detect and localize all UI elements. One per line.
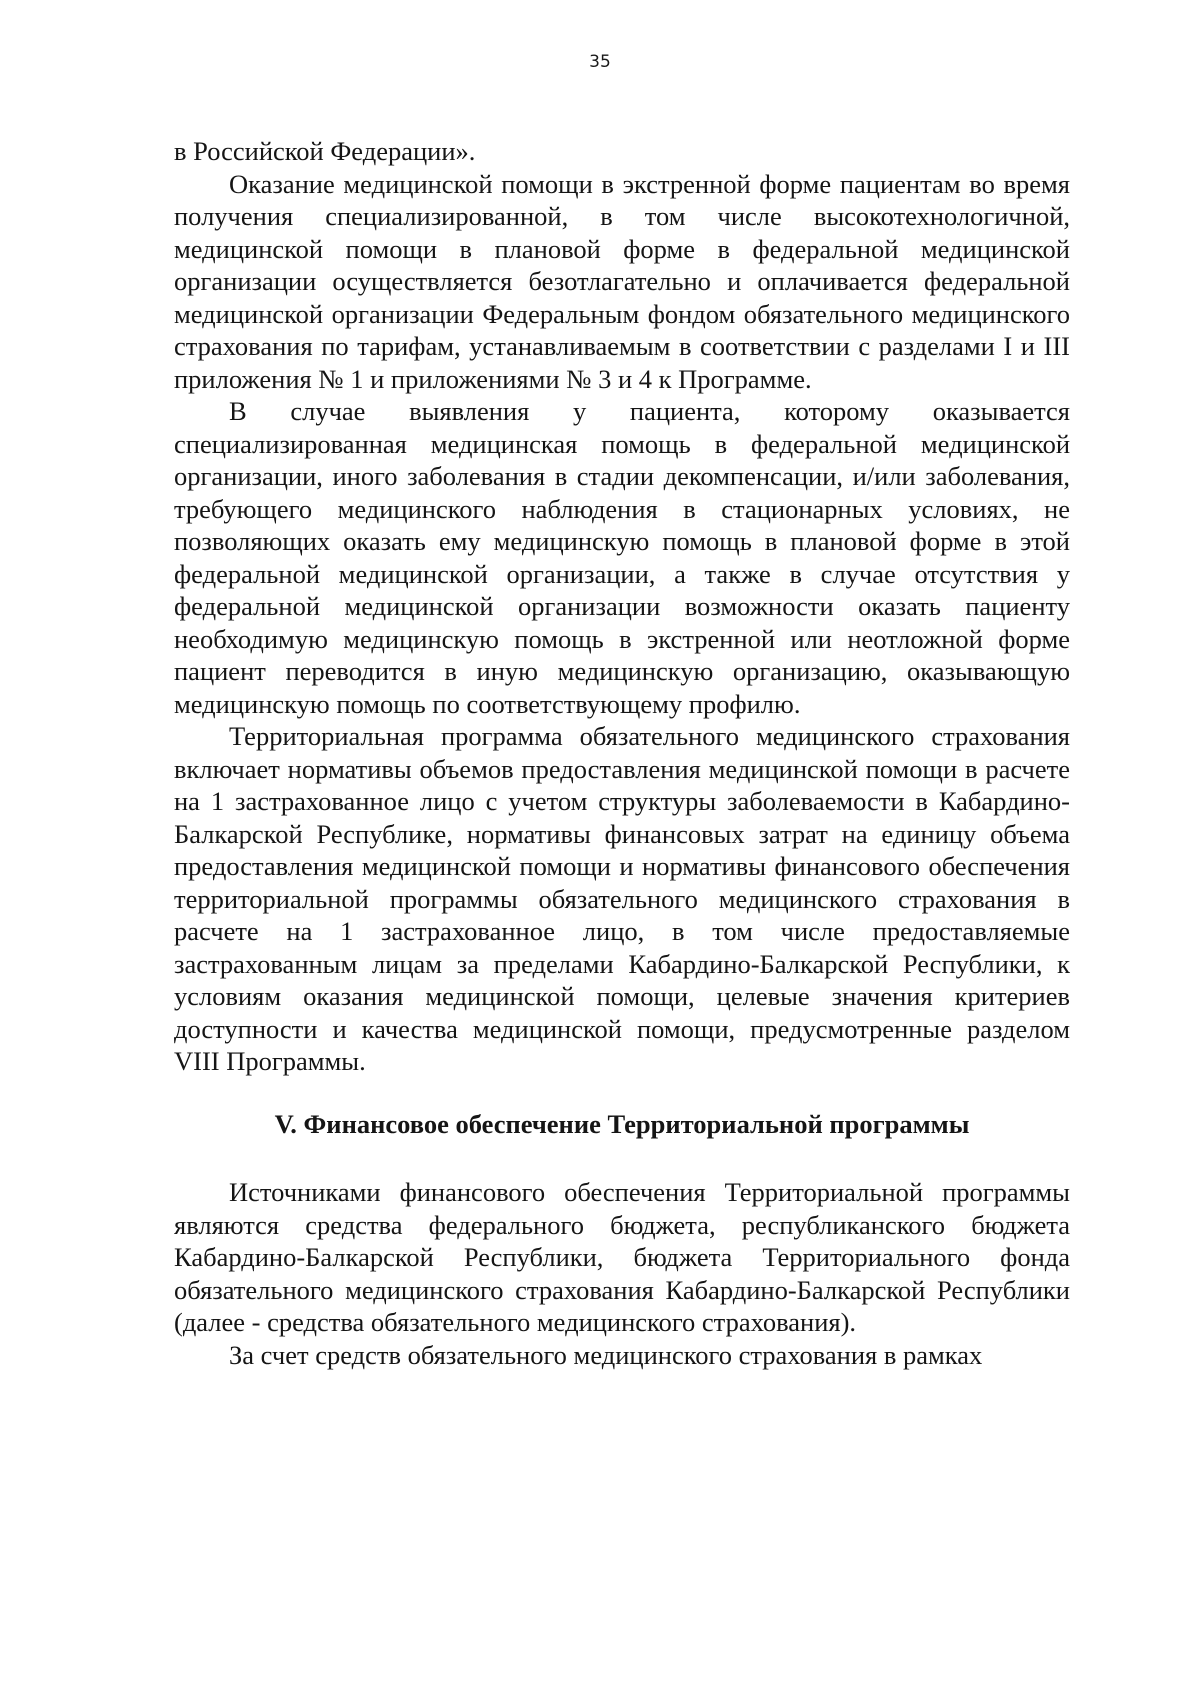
paragraph-continuation: в Российской Федерации». [174, 136, 476, 166]
paragraph-oms-funding: За счет средств обязательного медицинского страхования в рамках [229, 1339, 983, 1370]
paragraph-emergency-care: Оказание медицинской помощи в экстренной форме пациентам во время получения специализированной, в том числе высокотехнологичной, медицинской помощи в плановой форме в федеральной медицинской организации осуществляется безотлагательно и оплачивается федеральной медицинской организации Федеральным фондом обязательного медицинского страхования по тарифам, устанавливаемым в соответствии с разделами I и III приложения № 1 и приложениями № 3 и 4 к Программе. [174, 168, 1070, 394]
paragraph-territorial-program: Территориальная программа обязательного медицинского страхования включает нормативы объемов предоставления медицинской помощи в расчете на 1 застрахованное лицо с учетом структуры заболеваемости в Кабардино-Балкарской Республике, нормативы финансовых затрат на единицу объема предоставления медицинской помощи и нормативы финансового обеспечения территориальной программы обязательного медицинского страхования в расчете на 1 застрахованное лицо, в том числе предоставляемые застрахованным лицам за пределами Кабардино-Балкарской Республики, к условиям оказания медицинской помощи, целевые значения критериев доступности и качества медицинской помощи, предусмотренные разделом VIII Программы. [174, 721, 1070, 1076]
paragraph-funding-sources: Источниками финансового обеспечения Территориальной программы являются средства федерального бюджета, республиканского бюджета Кабардино-Балкарской Республики, бюджета Территориального фонда обязательного медицинского страхования Кабардино-Балкарской Республики (далее - средства обязательного медицинского страхования). [174, 1177, 1070, 1337]
paragraph-patient-transfer: В случае выявления у пациента, которому оказывается специализированная медицинская помощь в федеральной медицинской организации, иного заболевания в стадии декомпенсации, и/или заболевания, требующего медицинского наблюдения в стационарных условиях, не позволяющих оказать ему медицинскую помощь в плановой форме в этой федеральной медицинской организации, а также в случае отсутствия у федеральной медицинской организации возможности оказать пациенту необходимую медицинскую помощь в экстренной или неотложной форме пациент переводится в иную медицинскую организацию, оказывающую медицинскую помощь по соответствующему профилю. [174, 396, 1070, 719]
document-body [174, 135, 1070, 1371]
page-number: 35 [589, 52, 611, 72]
section-heading: V. Финансовое обеспечение Территориальной программы [274, 1108, 970, 1139]
